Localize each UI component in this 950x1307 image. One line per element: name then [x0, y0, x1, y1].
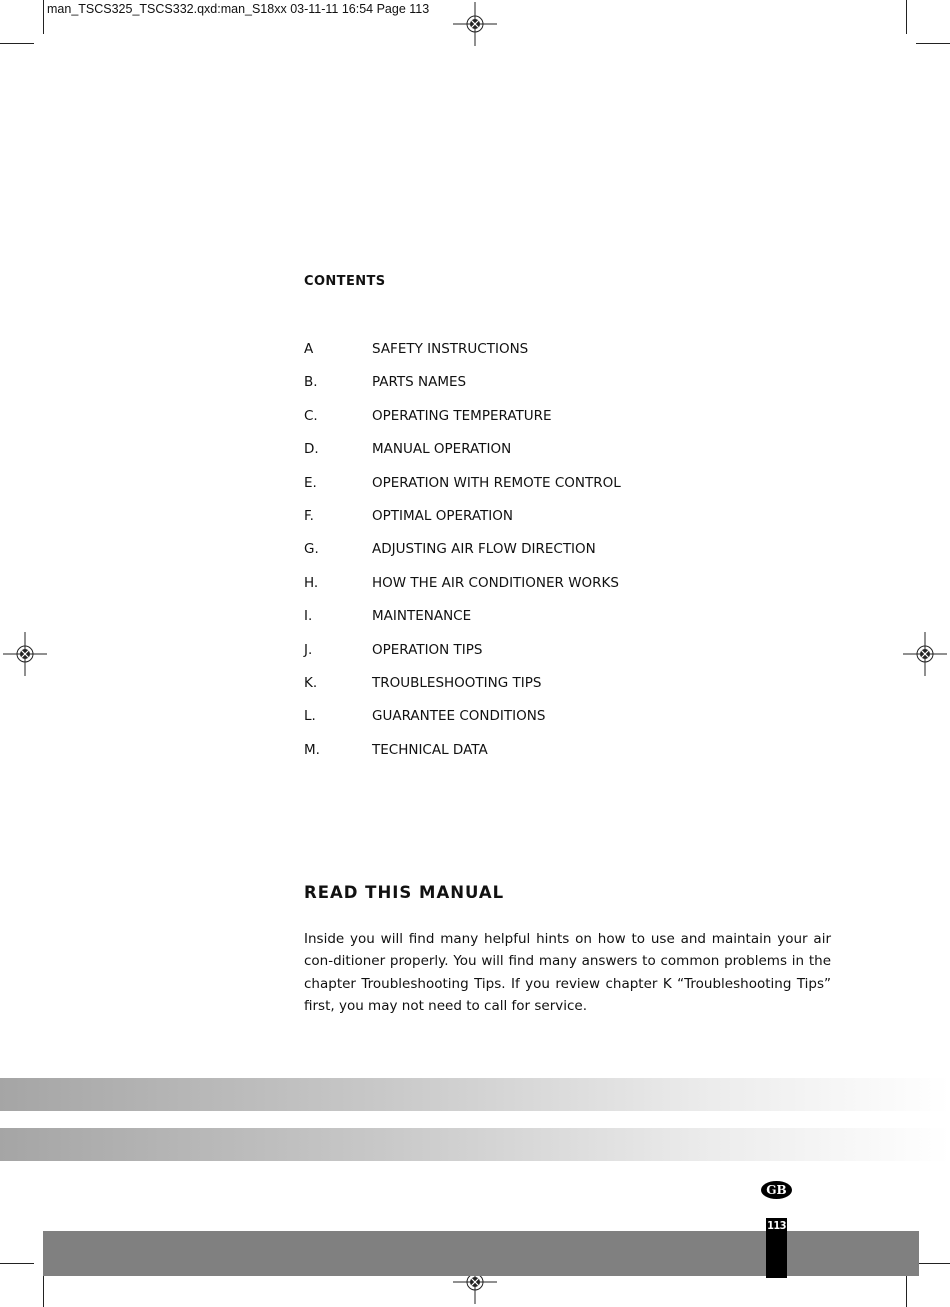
crop-mark-bottom-right-h: [916, 1263, 950, 1264]
toc-item: [304, 340, 621, 373]
crop-mark-bottom-right-v: [906, 1273, 907, 1307]
gradient-band-upper: [0, 1078, 950, 1111]
print-slug: man_TSCS325_TSCS332.qxd:man_S18xx 03-11-11 16:54 Page 113: [47, 2, 430, 16]
toc-title: OPERATION WITH REMOTE CONTROL: [372, 474, 621, 491]
footer-bar: [43, 1231, 919, 1276]
toc-title: PARTS NAMES: [372, 374, 467, 391]
contents-heading: CONTENTS: [304, 274, 386, 289]
read-manual-body: Inside you will find many helpful hints on how to use and maintain your air con-ditioner properly. You will find many answers to common problems in the chapter Troubleshooting Tips. If you review chapter K “Troubleshooting Tips” first, you may not need to call for service.: [304, 931, 831, 1014]
toc-item: [304, 741, 621, 774]
page-number: 113: [767, 1219, 786, 1232]
toc-item: [304, 674, 621, 707]
toc-item: [304, 507, 621, 540]
registration-mark-icon: [3, 632, 47, 676]
toc-letter: L.: [304, 708, 316, 725]
toc-title: OPERATION TIPS: [372, 641, 483, 658]
toc-title: MAINTENANCE: [372, 608, 472, 625]
gradient-band-lower: [0, 1128, 950, 1161]
toc-letter: H.: [304, 574, 319, 591]
crop-mark-bottom-left-v: [43, 1273, 44, 1307]
toc-title: OPTIMAL OPERATION: [372, 507, 513, 524]
crop-mark-bottom-left-h: [0, 1263, 34, 1264]
toc-letter: M.: [304, 741, 320, 758]
toc-item: [304, 574, 621, 607]
toc-letter: G.: [304, 541, 319, 558]
toc-title: MANUAL OPERATION: [372, 441, 512, 458]
toc-item: [304, 707, 621, 740]
language-badge: GB: [761, 1181, 792, 1199]
toc-item: [304, 641, 621, 674]
toc-letter: A: [304, 341, 314, 357]
toc-letter: F.: [304, 507, 314, 524]
toc-title: GUARANTEE CONDITIONS: [372, 708, 546, 725]
toc-letter: J.: [304, 641, 313, 658]
toc-item: [304, 440, 621, 473]
toc-letter: B.: [304, 374, 318, 391]
toc-letter: I.: [304, 608, 313, 625]
table-of-contents: [304, 340, 621, 774]
toc-title: HOW THE AIR CONDITIONER WORKS: [372, 574, 619, 591]
toc-item: [304, 607, 621, 640]
toc-item: [304, 474, 621, 507]
toc-title: OPERATING TEMPERATURE: [372, 407, 552, 424]
toc-item: [304, 373, 621, 406]
toc-letter: E.: [304, 474, 317, 491]
toc-item: [304, 540, 621, 573]
toc-letter: K.: [304, 674, 318, 691]
toc-title: SAFETY INSTRUCTIONS: [372, 341, 529, 357]
toc-letter: C.: [304, 407, 318, 424]
toc-title: TROUBLESHOOTING TIPS: [372, 674, 542, 691]
crop-mark-top-right-v: [906, 0, 907, 34]
read-manual-heading: READ THIS MANUAL: [304, 883, 505, 902]
crop-mark-top-left-h: [0, 43, 34, 44]
registration-mark-icon: [903, 632, 947, 676]
crop-mark-top-left-v: [43, 0, 44, 34]
toc-title: ADJUSTING AIR FLOW DIRECTION: [372, 541, 596, 558]
crop-mark-top-right-h: [916, 43, 950, 44]
registration-mark-icon: [453, 2, 497, 46]
toc-title: TECHNICAL DATA: [372, 741, 488, 758]
toc-item: [304, 407, 621, 440]
toc-letter: D.: [304, 441, 319, 458]
